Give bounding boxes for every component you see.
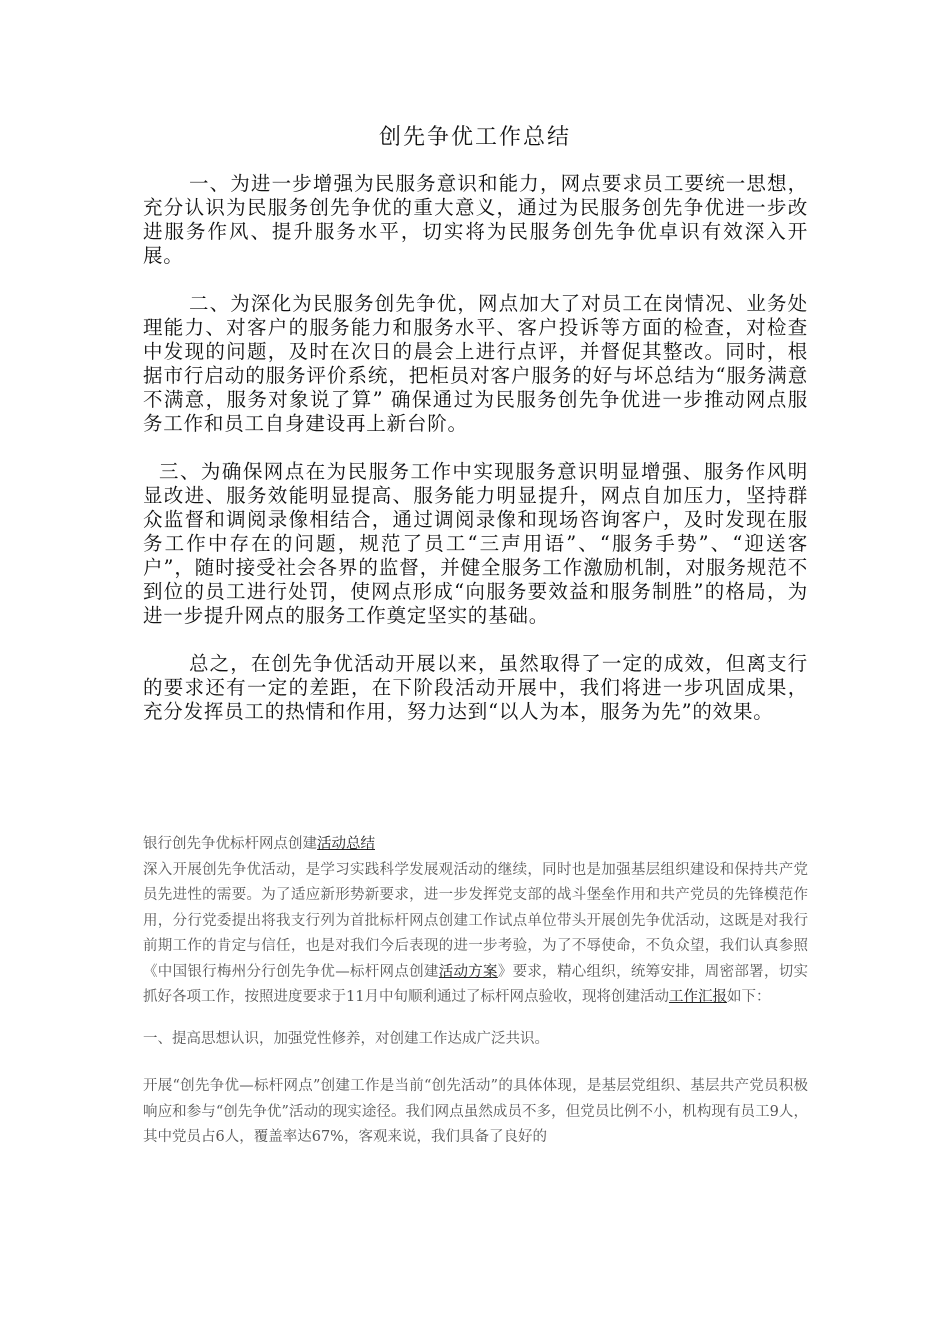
intro-text-1: 深入开展创先争优活动，是学习实践科学发展观活动的继续，同时也是加强基层组织建设和保持共产党员先进性的需要。为了适应新形势新要求，进一步发挥党支部的战斗堡垒作用和共产党员的先锋模范作用，分行党委提出将我支行列为首批标杆网点创建工作试点单位带头开展创先争优活动，这既是对我行前期工作的肯定与信任，也是对我们今后表现的进一步考验，为了不辱使命，不负众望，我们认真参照《中国银行梅州分行创先争优—标杆网点创建 — [143, 861, 808, 980]
paragraph-1: 一、为进一步增强为民服务意识和能力，网点要求员工要统一思想，充分认识为民服务创先争优的重大意义，通过为民服务创先争优进一步改进服务作风、提升服务水平，切实将为民服务创先争优卓识有效深入开展。 — [143, 172, 808, 267]
point-1: 一、提高思想认识，加强党性修养，对创建工作达成广泛共识。 — [143, 1030, 549, 1047]
article-intro — [143, 858, 808, 1011]
article-paragraph-2: 开展“创先争优—标杆网点”创建工作是当前“创先活动”的具体体现，是基层党组织、基层共产党员积极响应和参与“创先争优”活动的现实途径。我们网点虽然成员不多，但党员比例不小，机构现有员工9人，其中党员占6人，覆盖率达67%，客观来说，我们具备了良好的 — [143, 1078, 808, 1145]
activity-plan-link[interactable]: 活动方案 — [438, 963, 498, 980]
summary-body — [143, 172, 808, 748]
intro-text-3: 如下： — [726, 989, 771, 1005]
article-heading-text: 银行创先争优标杆网点创建 — [143, 836, 317, 852]
activity-summary-link[interactable]: 活动总结 — [317, 836, 375, 852]
work-report-link[interactable]: 工作汇报 — [668, 989, 727, 1005]
article-heading — [143, 832, 808, 858]
paragraph-4: 总之，在创先争优活动开展以来，虽然取得了一定的成效，但离支行的要求还有一定的差距，在下阶段活动开展中，我们将进一步巩固成果，充分发挥员工的热情和作用，努力达到“以人为本，服务为先”的效果。 — [143, 652, 808, 723]
paragraph-3: 三、为确保网点在为民服务工作中实现服务意识明显增强、服务作风明显改进、服务效能明显提高、服务能力明显提升，网点自加压力，坚持群众监督和调阅录像相结合，通过调阅录像和现场咨询客户，及时发现在服务工作中存在的问题，规范了员工“三声用语”、“服务手势”、“迎送客户”，随时接受社会各界的监督，并健全服务工作激励机制，对服务规范不到位的员工进行处罚，使网点形成“向服务要效益和服务制胜”的格局，为进一步提升网点的服务工作奠定坚实的基础。 — [143, 460, 808, 627]
paragraph-2: 二、为深化为民服务创先争优，网点加大了对员工在岗情况、业务处理能力、对客户的服务能力和服务水平、客户投诉等方面的检查，对检查中发现的问题，及时在次日的晨会上进行点评，并督促其整改。同时，根据市行启动的服务评价系统，把柜员对客户服务的好与坏总结为“服务满意不满意，服务对象说了算” 确保通过为民服务创先争优进一步推动网点服务工作和员工自身建设再上新台阶。 — [143, 292, 808, 435]
document-title: 创先争优工作总结 — [378, 125, 571, 150]
article-section — [143, 832, 808, 1151]
intro-text-2: 》要求，精心组织，统筹安排，周密部署，切实抓好各项工作，按照进度要求于11月中旬顺利通过了标杆网点验收，现将创建活动 — [143, 963, 809, 1005]
